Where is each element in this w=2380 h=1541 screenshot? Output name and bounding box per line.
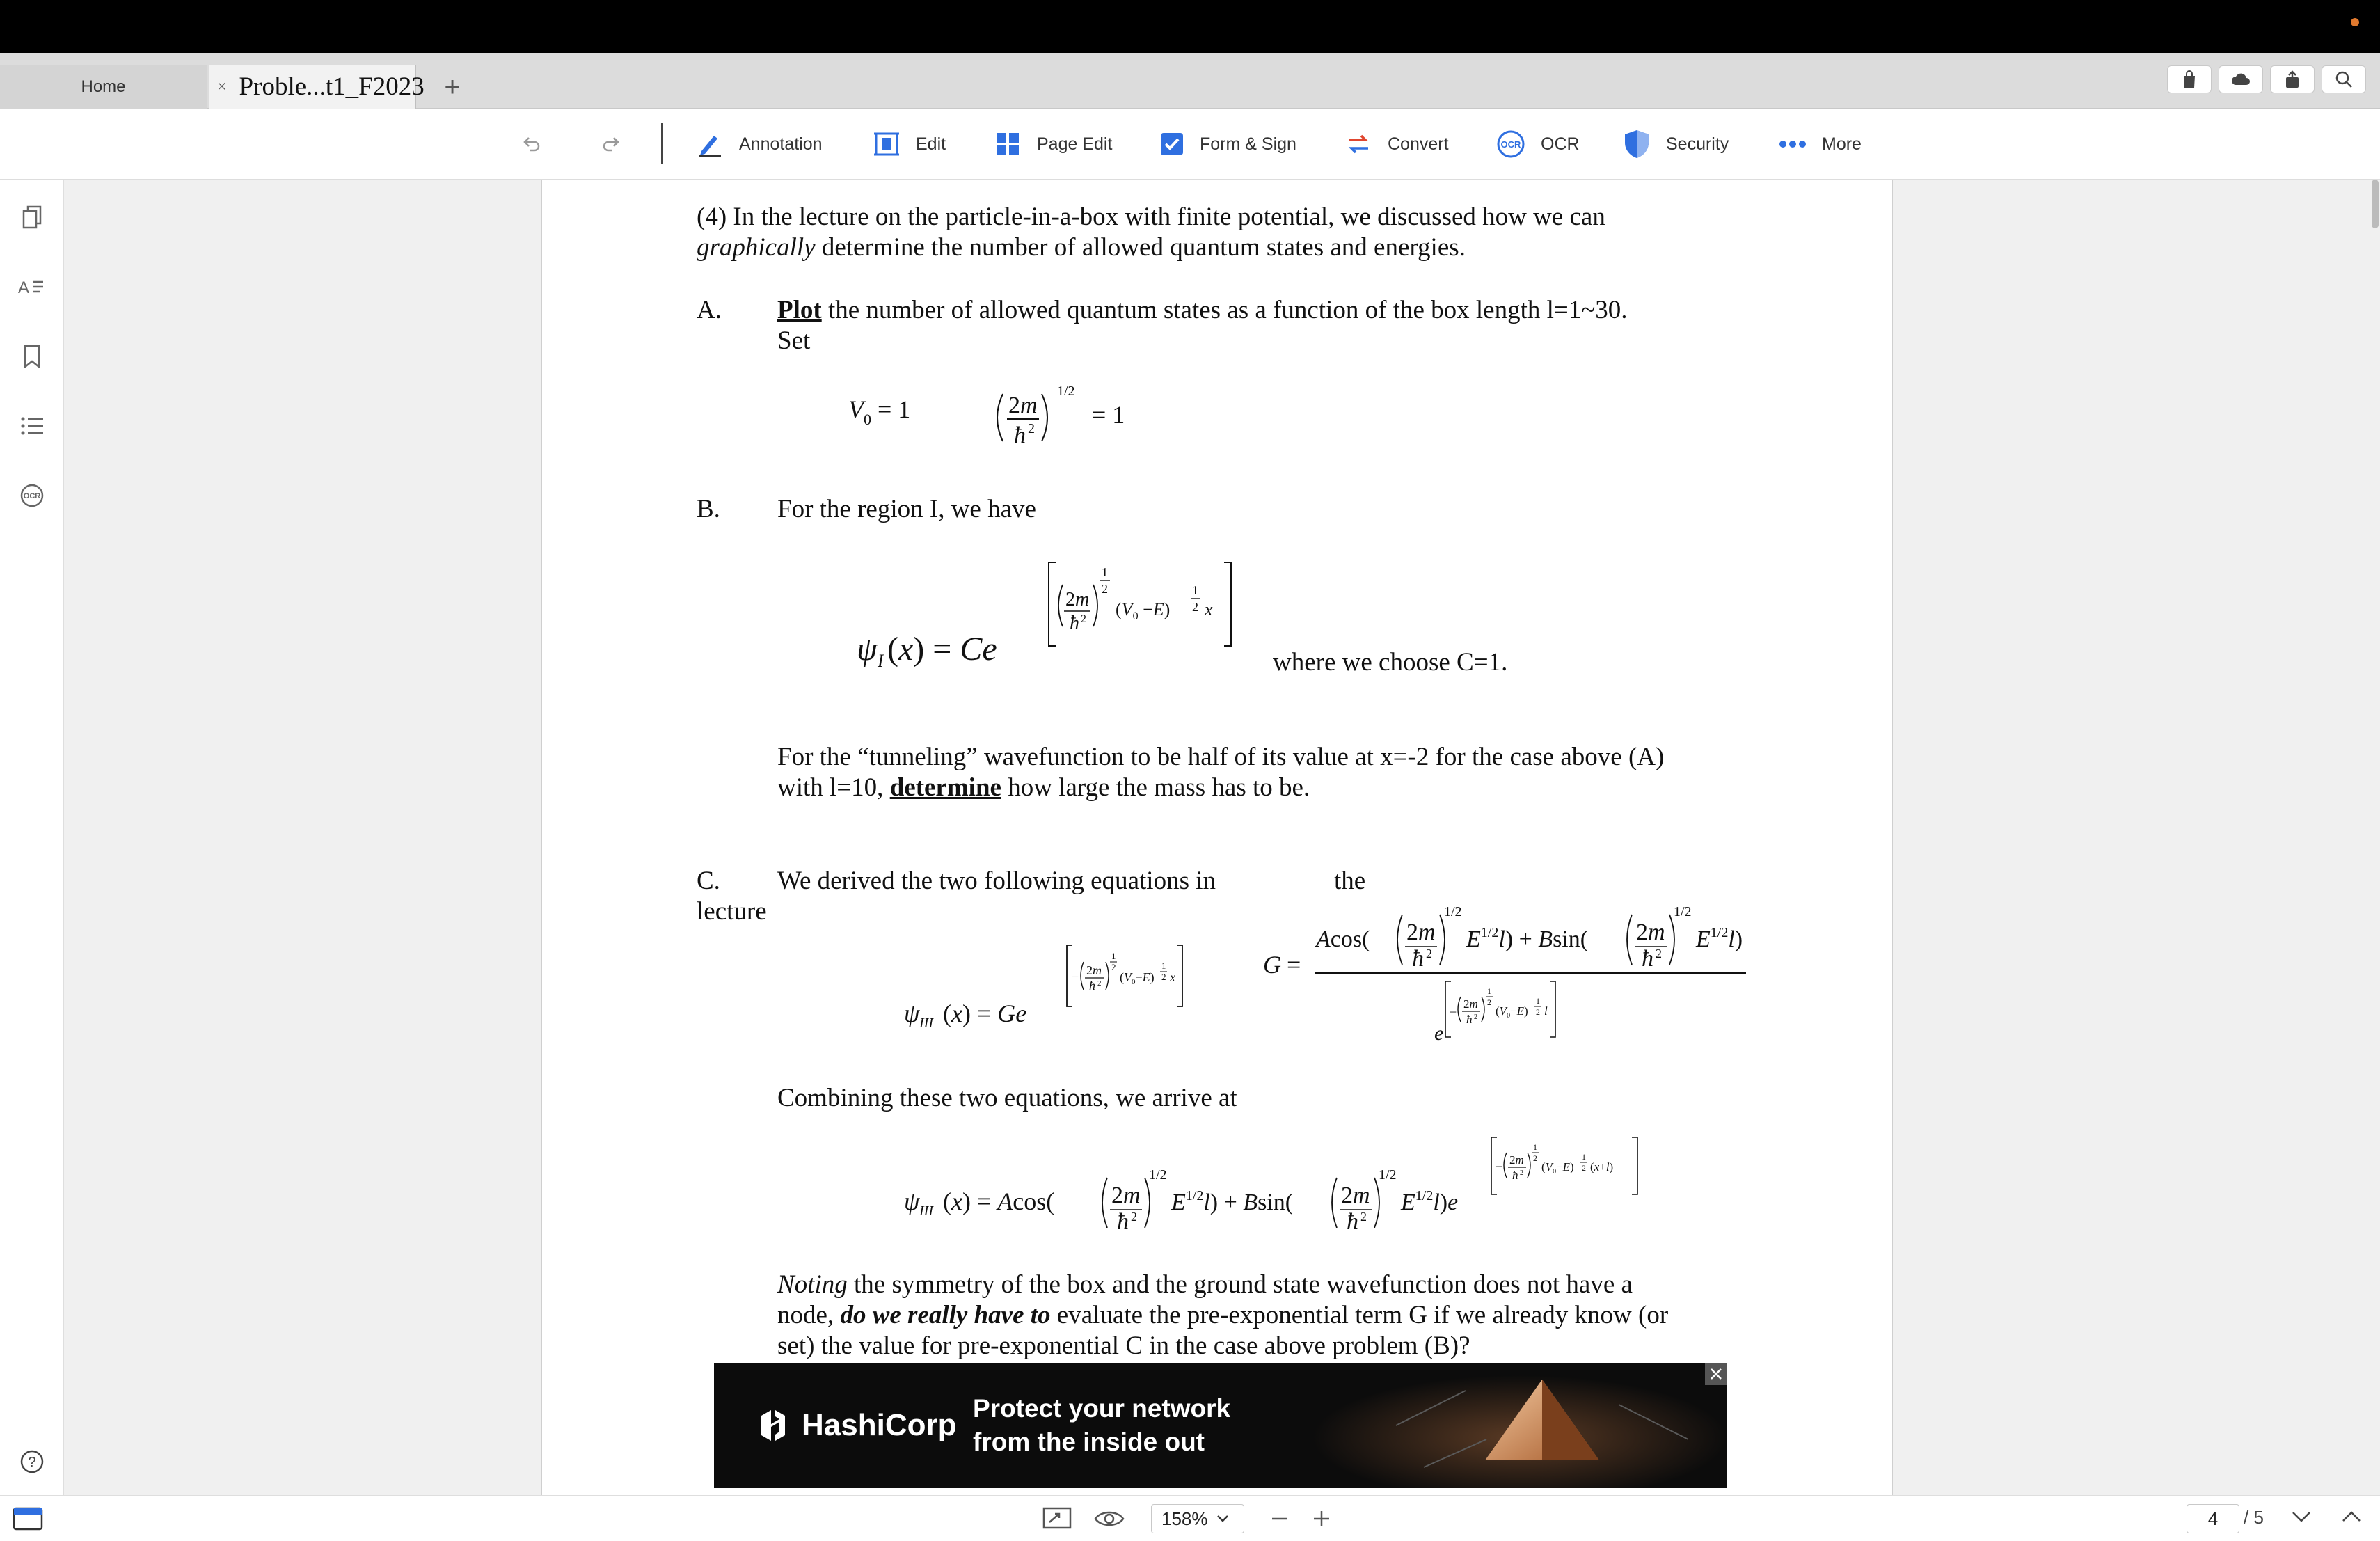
pen-icon xyxy=(696,130,724,158)
redo-button[interactable] xyxy=(601,128,637,160)
part-c-text: We derived the two following equations in xyxy=(777,867,1216,895)
svg-text:2m: 2m xyxy=(1509,1153,1524,1167)
do-we-really-have-to: do we really have to xyxy=(840,1301,1051,1329)
panel-toggle-button[interactable] xyxy=(13,1507,43,1534)
thumbnails-button[interactable] xyxy=(17,202,47,232)
ocr-label: OCR xyxy=(1541,134,1580,154)
more-label: More xyxy=(1822,134,1862,154)
svg-text:2: 2 xyxy=(1582,1163,1586,1173)
svg-text:(V0−E): $(V_0-E)$ xyxy=(1120,970,1155,986)
svg-text:?: ? xyxy=(28,1455,36,1470)
zoom-out-button[interactable] xyxy=(1271,1510,1289,1531)
svg-text:2: 2 xyxy=(1102,582,1108,596)
svg-text:ħ: ħ xyxy=(1089,979,1095,993)
notification-dot xyxy=(2351,18,2359,26)
equation-psi-region-one xyxy=(857,555,1246,702)
svg-text:1/2: 1/2 xyxy=(1379,1167,1397,1183)
annotation-button[interactable] xyxy=(696,128,823,160)
svg-text:1/2: 1/2 xyxy=(1444,904,1462,919)
svg-text:ħ: ħ xyxy=(1466,1013,1473,1026)
svg-text:(x) = Acos(: (x) = Acos( xyxy=(943,1187,1055,1215)
ad-banner[interactable] xyxy=(714,1363,1727,1488)
toolbar-separator xyxy=(661,123,663,164)
graphically-word: graphically xyxy=(697,233,816,262)
equation-v0-and-mass-ratio xyxy=(848,381,1057,458)
convert-icon xyxy=(1344,130,1372,158)
previous-page-button[interactable] xyxy=(2341,1510,2362,1527)
svg-text:=: = xyxy=(1287,951,1301,979)
tab-document[interactable] xyxy=(209,65,425,109)
svg-text:l: l xyxy=(1544,1004,1548,1018)
more-button[interactable] xyxy=(1779,128,1862,160)
svg-text:−: − xyxy=(1071,970,1079,985)
plot-word: Plot xyxy=(777,296,822,324)
tunneling-line2-b: how large the mass has to be. xyxy=(1001,773,1310,802)
ad-brand: HashiCorp xyxy=(802,1408,957,1442)
q4-line1: (4) In the lecture on the particle-in-a-box with finite potential, we discussed how we can xyxy=(697,203,1605,231)
security-label: Security xyxy=(1666,134,1729,154)
svg-text:e: e xyxy=(1434,1022,1444,1045)
status-bar xyxy=(0,1495,2380,1541)
eye-icon xyxy=(1094,1508,1125,1529)
checkbox-icon xyxy=(1159,132,1184,157)
svg-text:2m: 2m xyxy=(1008,393,1038,418)
main-toolbar xyxy=(0,109,2380,180)
noting-rest: the symmetry of the box and the ground state wavefunction does not have a xyxy=(847,1270,1633,1299)
read-mode-button[interactable] xyxy=(1094,1508,1125,1533)
svg-text:2: 2 xyxy=(1111,962,1116,972)
part-c-label: C. xyxy=(697,867,720,895)
question-intro xyxy=(697,202,1810,263)
svg-text:2: 2 xyxy=(1474,1013,1477,1021)
noting-line2 xyxy=(777,1300,1877,1331)
equation-combined-psi-three xyxy=(904,1128,1669,1246)
noting-line1 xyxy=(777,1270,1877,1300)
svg-text:G: G xyxy=(1263,951,1281,979)
tunneling-line1: For the “tunneling” wavefunction to be half of its value at x=-2 for the case above (A) xyxy=(777,743,1665,771)
plus-icon xyxy=(1312,1510,1331,1528)
svg-text:(x+l): (x+l) xyxy=(1590,1160,1614,1173)
svg-text:2: 2 xyxy=(1131,1210,1137,1224)
svg-text:2: 2 xyxy=(1028,421,1035,436)
cloud-button[interactable] xyxy=(2219,65,2263,93)
svg-text:0: 0 xyxy=(864,411,871,428)
minus-icon xyxy=(1271,1510,1289,1528)
top-right-tools xyxy=(2167,65,2366,93)
hashicorp-mark-icon xyxy=(756,1406,795,1445)
svg-text:−: − xyxy=(1450,1005,1457,1019)
tunneling-line2 xyxy=(777,773,1863,803)
share-button[interactable] xyxy=(2270,65,2315,93)
edit-button[interactable] xyxy=(873,128,946,160)
cloud-icon xyxy=(2230,72,2251,86)
convert-label: Convert xyxy=(1388,134,1449,154)
tunneling-question xyxy=(777,742,1863,803)
svg-text:2: 2 xyxy=(1536,1007,1540,1017)
node-a: node, xyxy=(777,1301,841,1329)
svg-text:1: 1 xyxy=(1111,951,1116,961)
svg-text:ψ: ψ xyxy=(857,631,878,667)
part-a-rest: the number of allowed quantum states as a function of the box length l=1~30. xyxy=(821,296,1628,324)
svg-text:2: 2 xyxy=(1192,600,1198,614)
svg-text:1: 1 xyxy=(1533,1142,1537,1152)
zoom-in-button[interactable] xyxy=(1312,1510,1331,1531)
left-sidebar xyxy=(0,180,64,1495)
determine-word: determine xyxy=(889,773,1001,802)
svg-text:E1/2l) + Bsin(: $E^{1/2}l) + Bsin$( xyxy=(1466,925,1589,952)
ocr-icon xyxy=(1496,129,1525,159)
svg-text:−: − xyxy=(1496,1160,1503,1173)
svg-text:2m: 2m xyxy=(1636,919,1665,945)
search-icon xyxy=(2335,70,2353,88)
noting-paragraph xyxy=(777,1270,1877,1361)
help-icon xyxy=(20,1450,44,1473)
bag-icon xyxy=(2182,70,2197,88)
tunneling-line2-a: with l=10, xyxy=(777,773,890,802)
svg-text:2m: 2m xyxy=(1111,1183,1141,1208)
equation-mass-ratio-equals xyxy=(1057,381,1141,458)
svg-text:2: 2 xyxy=(1533,1153,1537,1163)
zoom-value: 158% xyxy=(1161,1508,1208,1529)
svg-text:1: 1 xyxy=(1536,996,1540,1006)
svg-text:(x) = Ge: (x) = Ge xyxy=(943,999,1027,1027)
svg-text:V: V xyxy=(848,395,864,423)
svg-text:ψ: ψ xyxy=(904,1187,920,1215)
svg-text:E1/2l) + Bsin(: $E^{1/2}l) + Bsin$( xyxy=(1171,1188,1294,1215)
ocr-button[interactable] xyxy=(1496,128,1580,160)
search-button[interactable] xyxy=(2322,65,2366,93)
page-edit-button[interactable] xyxy=(994,128,1112,160)
form-sign-button[interactable] xyxy=(1159,128,1296,160)
chevron-up-icon xyxy=(2341,1510,2362,1524)
svg-text:(V0 −E): $(V_0 -E)$ xyxy=(1116,599,1171,622)
text-format-button[interactable] xyxy=(17,271,47,302)
fit-page-icon xyxy=(1042,1507,1073,1529)
convert-button[interactable] xyxy=(1344,128,1449,160)
part-c-the: the xyxy=(1334,867,1366,895)
grid-icon xyxy=(994,130,1022,158)
svg-text:x: x xyxy=(1170,970,1175,984)
part-a-line1 xyxy=(777,295,1821,326)
pdf-page xyxy=(541,180,1893,1495)
svg-text:2: 2 xyxy=(1426,947,1432,961)
svg-text:x: x xyxy=(1205,599,1213,619)
page-edit-label: Page Edit xyxy=(1037,134,1113,154)
svg-text:ψ: ψ xyxy=(904,999,920,1027)
bookmark-button[interactable] xyxy=(17,341,47,372)
svg-text:ħ: ħ xyxy=(1512,1169,1518,1182)
close-tab-icon[interactable]: × xyxy=(217,78,227,96)
node-b: evaluate the pre-exponential term G if we already know (or xyxy=(1050,1301,1669,1329)
form-sign-label: Form & Sign xyxy=(1200,134,1296,154)
part-b-text: For the region I, we have xyxy=(777,495,1036,523)
window-top-bar xyxy=(0,0,2380,53)
ocr-sidebar-icon xyxy=(20,484,44,507)
svg-text:1: 1 xyxy=(1582,1152,1586,1162)
svg-text:2: 2 xyxy=(1360,1210,1367,1224)
svg-text:ħ: ħ xyxy=(1412,946,1424,972)
share-icon xyxy=(2284,70,2301,88)
svg-text:2: 2 xyxy=(1487,997,1491,1007)
ocr-sidebar-button[interactable] xyxy=(17,480,47,511)
svg-text:2m: 2m xyxy=(1463,997,1478,1011)
security-button[interactable] xyxy=(1623,128,1729,160)
q4-line2 xyxy=(697,232,1810,263)
svg-text:ħ: ħ xyxy=(1642,946,1653,972)
ad-line1: Protect your network xyxy=(973,1394,1231,1423)
svg-text:= 1: = 1 xyxy=(878,395,911,423)
svg-text:1: 1 xyxy=(1192,583,1198,597)
part-c-lecture: lecture xyxy=(697,897,767,926)
svg-text:OCR: OCR xyxy=(1500,139,1521,150)
svg-text:1/2: 1/2 xyxy=(1674,904,1692,919)
undo-button[interactable] xyxy=(521,128,557,160)
outline-button[interactable] xyxy=(17,411,47,441)
svg-text:1: 1 xyxy=(1161,961,1166,971)
tab-home-label: Home xyxy=(81,77,126,96)
svg-text:1: 1 xyxy=(1487,986,1491,996)
svg-text:(V0−E): $(V_0-E)$ xyxy=(1541,1160,1574,1176)
bag-button[interactable] xyxy=(2167,65,2212,93)
tab-document-label: Proble...t1_F2023 xyxy=(239,72,425,101)
help-button[interactable] xyxy=(17,1446,47,1477)
ad-close-button[interactable] xyxy=(1705,1363,1727,1385)
edit-label: Edit xyxy=(916,134,946,154)
document-viewer[interactable] xyxy=(65,180,2380,1495)
vertical-scrollbar[interactable] xyxy=(2370,180,2380,1495)
svg-text:1: 1 xyxy=(1102,565,1108,579)
svg-text:1/2: 1/2 xyxy=(1057,384,1075,399)
svg-text:III: III xyxy=(919,1203,933,1219)
redo-icon xyxy=(601,134,622,155)
chevron-down-icon xyxy=(1216,1515,1229,1523)
svg-text:A: A xyxy=(18,278,30,297)
bookmark-icon xyxy=(23,345,41,368)
noting-word: Noting xyxy=(777,1270,848,1299)
svg-text:2: 2 xyxy=(1161,972,1166,982)
ad-line2: from the inside out xyxy=(973,1428,1205,1456)
combining-text: Combining these two equations, we arrive at xyxy=(777,1084,1237,1112)
svg-text:2: 2 xyxy=(1520,1169,1523,1177)
svg-text:E1/2l)e: $E^{1/2}l)e$ xyxy=(1401,1188,1459,1215)
more-dots-icon xyxy=(1779,140,1807,148)
svg-text:= 1: = 1 xyxy=(1092,401,1125,429)
part-a-text xyxy=(777,295,1821,356)
total-pages: / 5 xyxy=(2244,1507,2264,1528)
svg-text:ħ: ħ xyxy=(1014,422,1026,448)
hashicorp-logo xyxy=(756,1406,956,1445)
set-word: Set xyxy=(777,326,811,355)
q4-line2-rest: determine the number of allowed quantum states and energies. xyxy=(815,233,1466,262)
zoom-select[interactable] xyxy=(1151,1504,1244,1533)
svg-text:2: 2 xyxy=(1081,613,1086,625)
shield-icon xyxy=(1623,129,1651,159)
svg-text:Acos(: Acos( xyxy=(1316,926,1370,952)
tab-home[interactable] xyxy=(0,65,207,109)
where-choose-c: where we choose C=1. xyxy=(1273,648,1508,677)
svg-text:III: III xyxy=(919,1016,933,1031)
fit-page-button[interactable] xyxy=(1042,1507,1073,1533)
svg-text:2m: 2m xyxy=(1086,963,1102,977)
edit-text-icon xyxy=(873,130,901,158)
svg-text:OCR: OCR xyxy=(23,492,41,500)
part-b-label: B. xyxy=(697,495,720,523)
svg-text:2m: 2m xyxy=(1341,1183,1370,1208)
svg-text:2m: 2m xyxy=(1406,919,1436,945)
noting-line3: set) the value for pre-exponential C in the case above problem (B)? xyxy=(777,1331,1470,1360)
equation-g-coefficient xyxy=(1263,890,1750,1050)
ad-tagline xyxy=(973,1392,1230,1459)
svg-text:1/2: 1/2 xyxy=(1149,1167,1167,1183)
list-icon xyxy=(20,416,44,436)
annotation-label: Annotation xyxy=(739,134,823,154)
equation-psi-region-three xyxy=(904,938,1196,1043)
svg-text:ħ: ħ xyxy=(1070,613,1079,634)
tab-bar xyxy=(0,53,2380,109)
next-page-button[interactable] xyxy=(2291,1510,2312,1527)
svg-text:2: 2 xyxy=(1656,947,1662,961)
chevron-down-icon xyxy=(2291,1510,2312,1524)
current-page-input[interactable]: 4 xyxy=(2187,1504,2239,1533)
pages-icon xyxy=(22,205,42,229)
svg-text:(V0−E): $(V_0-E)$ xyxy=(1496,1004,1528,1020)
svg-text:E1/2l): $E^{1/2}l$) xyxy=(1696,925,1743,952)
undo-icon xyxy=(521,134,541,155)
scrollbar-thumb[interactable] xyxy=(2372,180,2379,228)
svg-text:ħ: ħ xyxy=(1347,1209,1358,1235)
svg-text:I: I xyxy=(878,651,884,671)
new-tab-button[interactable]: + xyxy=(444,71,461,102)
svg-text:2m: 2m xyxy=(1065,589,1090,610)
panel-icon xyxy=(13,1507,43,1531)
svg-text:ħ: ħ xyxy=(1117,1209,1129,1235)
part-a-label: A. xyxy=(697,296,722,324)
svg-text:(x) = Ce: (x) = Ce xyxy=(887,631,997,667)
svg-text:2: 2 xyxy=(1097,979,1102,988)
text-icon xyxy=(18,276,46,297)
close-icon xyxy=(1709,1367,1723,1381)
